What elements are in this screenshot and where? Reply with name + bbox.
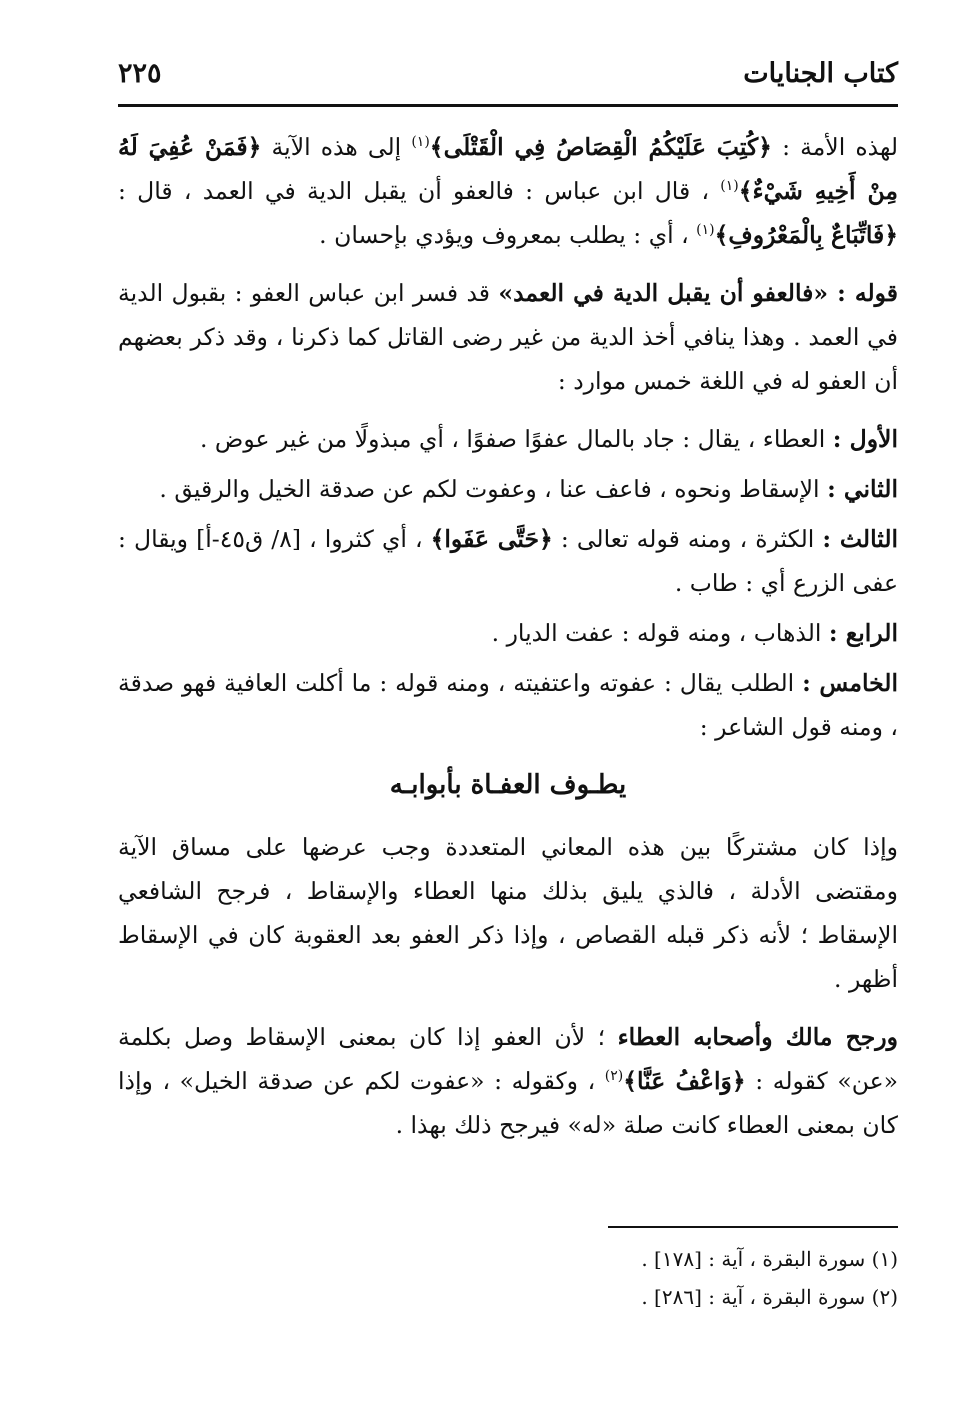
quran-quote: ﴿حَتَّى عَفَوا﴾ — [430, 525, 553, 553]
text-span: الطلب يقال : عفوته واعتفيته ، ومنه قوله : ما أكلت العافية فهو صدقة ، ومنه قول الشاعر : — [118, 669, 898, 741]
paragraph-4 — [118, 467, 898, 511]
paragraph-5 — [118, 517, 898, 605]
text-span: العطاء ، يقال : جاد بالمال عفوًا صفوًا ، أي مبذولًا من غير عوض . — [199, 425, 833, 453]
paragraph-7 — [118, 661, 898, 749]
paragraph-6 — [118, 611, 898, 655]
text-span: وإذا كان مشتركًا بين هذه المعاني المتعددة وجب عرضها على مساق الآية ومقتضى الأدلة ، فالذي يليق بذلك منها العطاء والإسقاط ، فرجح الشافعي الإسقاط ؛ لأنه ذكر قبله القصاص ، وإذا ذكر العفو بعد العقوبة كان في الإسقاط أظهر . — [118, 833, 898, 993]
footnote-ref: (١) — [696, 222, 715, 239]
text-span: لهذه الأمة : — [771, 133, 898, 161]
footnote-separator — [608, 1226, 898, 1228]
bold-lemma: الأول : — [832, 425, 898, 453]
running-header-title: كتاب الجنايات — [743, 58, 898, 89]
footnote-ref: (١) — [720, 178, 739, 195]
text-span: ؛ لأن العفو إذا كان بمعنى الإسقاط وصل بكلمة «عن» كقوله : — [118, 1023, 898, 1095]
footnote-2: (٢) سورة البقرة ، آية : [٢٨٦] . — [641, 1285, 898, 1309]
bold-lemma: الثالث : — [822, 525, 899, 553]
quran-quote: ﴿وَاعْفُ عَنَّا﴾ — [623, 1067, 746, 1095]
bold-lemma: الخامس : — [802, 669, 898, 697]
footnote-ref: (٢) — [604, 1068, 624, 1085]
text-span: ، قال ابن عباس : فالعفو أن يقبل الدية في العمد ، قال : — [118, 177, 721, 205]
paragraph-3 — [118, 417, 898, 461]
paragraph-2 — [118, 271, 898, 403]
quran-quote: ﴿كُتِبَ عَلَيْكُمُ الْقِصَاصُ فِي الْقَتْلَى﴾ — [429, 133, 772, 161]
text-span: الذهاب ، ومنه قوله : عفت الديار . — [491, 619, 829, 647]
text-span: قد فسر ابن عباس العفو : بقبول الدية في العمد . وهذا ينافي أخذ الدية من غير رضى القاتل كما ذكرنا ، وقد ذكر بعضهم أن العفو له في اللغة خمس موارد : — [118, 279, 898, 395]
page-number: ٢٢٥ — [118, 58, 162, 89]
main-text — [118, 125, 898, 1161]
header-rule — [118, 104, 898, 107]
text-span: الكثرة ، ومنه قوله تعالى : — [552, 525, 823, 553]
text-span: ، وكقوله : «عفوت لكم عن صدقة الخيل» ، وإذا كان بمعنى العطاء كانت صلة «له» فيرجح ذلك بهذا . — [118, 1067, 898, 1139]
paragraph-9 — [118, 1015, 898, 1147]
text-span: إلى هذه الآية — [261, 133, 412, 161]
quran-quote: ﴿فَمَنْ عُفِيَ لَهُ مِنْ أَخِيهِ شَيْءٌ﴾ — [118, 133, 898, 205]
footnotes — [118, 1240, 898, 1316]
bold-lemma: قوله : «فالعفو أن يقبل الدية في العمد» — [498, 279, 898, 307]
bold-lemma: ورجح مالك وأصحابه العطاء — [617, 1023, 899, 1051]
quran-quote: ﴿فَاتِّبَاعٌ بِالْمَعْرُوفِ﴾ — [714, 221, 898, 249]
poetry-verse: يطـوف العفـاة بأبوابـه — [389, 770, 627, 800]
bold-lemma: الثاني : — [827, 475, 898, 503]
paragraph-1 — [118, 125, 898, 257]
bold-lemma: الرابع : — [828, 619, 898, 647]
text-span: ، أي : يطلب بمعروف ويؤدي بإحسان . — [319, 221, 697, 249]
paragraph-8 — [118, 825, 898, 1001]
footnote-ref: (١) — [411, 134, 430, 151]
text-span: الإسقاط ونحوه ، فاعف عنا ، وعفوت لكم عن صدقة الخيل والرقيق . — [159, 475, 828, 503]
footnote-1: (١) سورة البقرة ، آية : [١٧٨] . — [641, 1247, 898, 1271]
text-span: ، أي كثروا ، [٨/ ق٤٥-أ] ويقال : عفى الزرع أي : طاب . — [118, 525, 898, 597]
